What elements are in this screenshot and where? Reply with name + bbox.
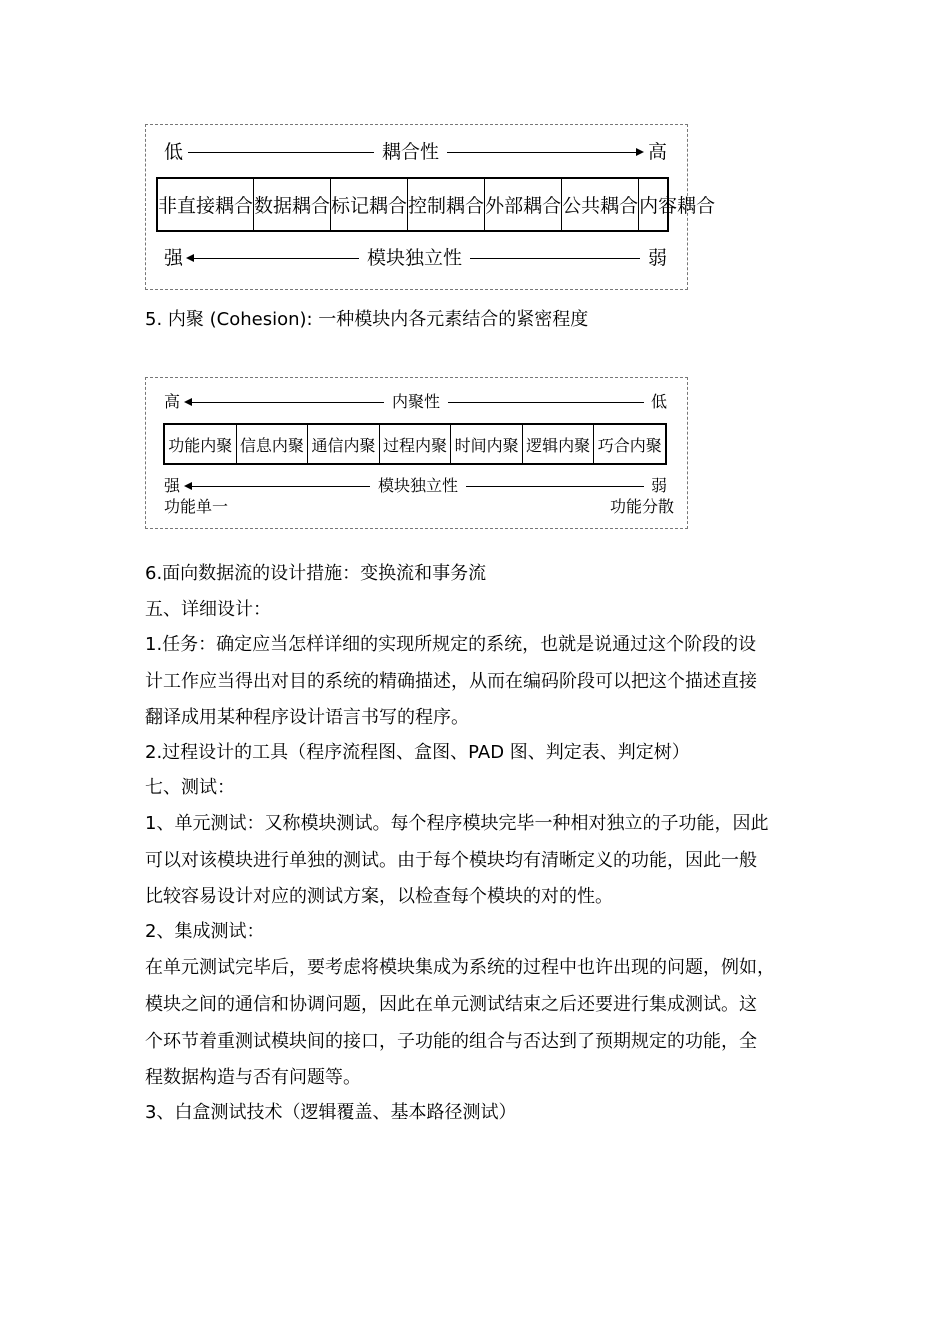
coupling-high-label: 高 — [648, 141, 668, 163]
cohesion-cell: 信息内聚 — [237, 425, 309, 463]
paragraph-line: 在单元测试完毕后，要考虑将模块集成为系统的过程中也许出现的问题，例如， — [145, 957, 775, 978]
paragraph-line: 可以对该模块进行单独的测试。由于每个模块均有清晰定义的功能，因此一般 — [145, 850, 757, 871]
cohesion-axis — [146, 390, 687, 414]
paragraph-line: 6.面向数据流的设计措施：变换流和事务流 — [145, 563, 487, 584]
paragraph-line: 1、单元测试：又称模块测试。每个程序模块完毕一种相对独立的子功能，因此 — [145, 813, 769, 834]
paragraph-line: 程数据构造与否有问题等。 — [145, 1067, 361, 1088]
cohesion-cell: 巧合内聚 — [597, 435, 662, 455]
cohesion-caption: 5. 内聚 (Cohesion): 一种模块内各元素结合的紧密程度 — [145, 309, 589, 330]
paragraph-line: 3、白盒测试技术（逻辑覆盖、基本路径测试） — [145, 1102, 517, 1123]
coupling-cell: 数据耦合 — [254, 179, 331, 230]
cohesion-diagram — [145, 377, 688, 529]
coupling-types-row — [156, 177, 716, 232]
arrow-right-icon — [636, 148, 644, 156]
section-heading: 五、详细设计： — [145, 599, 271, 620]
paragraph-line: 2.过程设计的工具（程序流程图、盒图、PAD 图、判定表、判定树） — [145, 742, 690, 763]
coupling-low-label: 低 — [164, 141, 184, 163]
coupling-cell: 非直接耦合 — [158, 179, 254, 230]
strong-label: 强 — [164, 476, 181, 495]
weak-label: 弱 — [648, 247, 668, 269]
cohesion-cell: 逻辑内聚 — [523, 425, 595, 463]
strong-label: 强 — [164, 247, 184, 269]
scattered-function-label: 功能分散 — [610, 497, 675, 516]
cohesion-low-label: 低 — [651, 392, 668, 411]
paragraph-line: 模块之间的通信和协调问题，因此在单元测试结束之后还要进行集成测试。这 — [145, 994, 757, 1015]
single-function-label: 功能单一 — [164, 497, 229, 516]
independence-title: 模块独立性 — [370, 474, 466, 498]
coupling-cell: 公共耦合 — [562, 179, 639, 230]
weak-label: 弱 — [651, 476, 668, 495]
coupling-diagram — [145, 124, 716, 290]
paragraph-line: 1.任务：确定应当怎样详细的实现所规定的系统，也就是说通过这个阶段的设 — [145, 634, 757, 655]
coupling-cell: 标记耦合 — [331, 179, 408, 230]
coupling-axis — [146, 140, 687, 164]
independence-title: 模块独立性 — [359, 246, 470, 270]
paragraph-line: 计工作应当得出对目的系统的精确描述，从而在编码阶段可以把这个描述直接 — [145, 671, 757, 692]
paragraph-line: 比较容易设计对应的测试方案，以检查每个模块的对的性。 — [145, 886, 613, 907]
coupling-cell: 外部耦合 — [485, 179, 562, 230]
module-independence-axis — [146, 474, 687, 498]
section-heading: 七、测试： — [145, 777, 235, 798]
coupling-title: 耦合性 — [374, 140, 447, 164]
coupling-cell: 控制耦合 — [408, 179, 485, 230]
cohesion-cell: 功能内聚 — [165, 425, 237, 463]
paragraph-line: 个环节着重测试模块间的接口，子功能的组合与否达到了预期规定的功能，全 — [145, 1031, 757, 1052]
cohesion-high-label: 高 — [164, 392, 181, 411]
cohesion-types-row — [163, 423, 667, 465]
cohesion-cell: 过程内聚 — [380, 425, 452, 463]
cohesion-cell: 时间内聚 — [451, 425, 523, 463]
coupling-cell: 内容耦合 — [639, 195, 716, 217]
module-independence-axis — [146, 246, 687, 270]
cohesion-title: 内聚性 — [384, 390, 448, 414]
paragraph-line: 翻译成用某种程序设计语言书写的程序。 — [145, 707, 469, 728]
cohesion-cell: 通信内聚 — [308, 425, 380, 463]
paragraph-line: 2、集成测试： — [145, 921, 265, 942]
